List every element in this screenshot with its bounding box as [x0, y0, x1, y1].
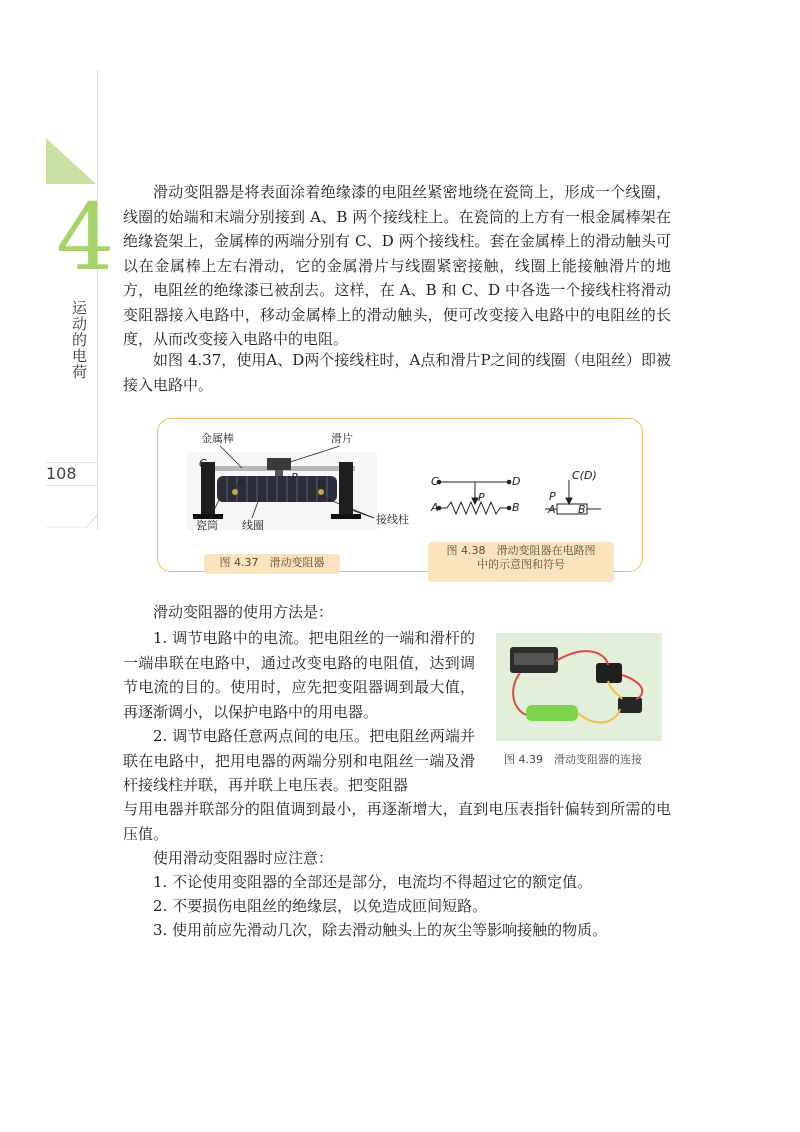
- page-number: 108: [46, 462, 98, 486]
- caption-figure-4-39: 图 4.39 滑动变阻器的连接: [504, 753, 642, 766]
- caption-figure-4-38: [428, 542, 614, 582]
- label-terminal: 接线柱: [376, 513, 409, 526]
- caption-figure-4-38-line1: 图 4.38 滑动变阻器在电路图: [446, 544, 596, 557]
- label-pin-a: A: [237, 477, 245, 490]
- symbol-label-a: A: [548, 503, 556, 516]
- rheostat-connection-photo: [496, 633, 662, 741]
- schematic-label-c: C: [431, 475, 439, 488]
- schematic-label-p: P: [478, 491, 485, 504]
- label-coil: 线圈: [242, 519, 264, 532]
- label-pin-p: P: [291, 471, 298, 484]
- notes-intro: 使用滑动变阻器时应注意：: [153, 849, 334, 867]
- chapter-corner-triangle: [46, 138, 96, 184]
- note-item-1: 1. 不论使用变阻器的全部还是部分，电流均不得超过它的额定值。: [153, 873, 593, 891]
- chapter-title: 运动的电荷: [70, 300, 88, 380]
- label-metal-rod: 金属棒: [201, 432, 234, 445]
- label-pin-c: C: [199, 457, 207, 470]
- usage-intro: 滑动变阻器的使用方法是：: [153, 603, 334, 621]
- margin-rule: [97, 70, 98, 530]
- symbol-label-p: P: [549, 490, 556, 503]
- schematic-label-b: B: [512, 501, 520, 514]
- usage-item-1: 1. 调节电路中的电流。把电阻丝的一端和滑杆的一端串联在电路中，通过改变电路的电阻值，达到调节电流的目的。使用时，应先把变阻器调到最大值，再逐渐调小，以保护电路中的用电器。: [123, 629, 475, 721]
- usage-item-2-continued: 与用电器并联部分的阻值调到最小，再逐渐增大，直到电压表指针偏转到所需的电压值。: [123, 800, 671, 843]
- symbol-label-b: B: [578, 503, 586, 516]
- caption-figure-4-38-line2: 中的示意图和符号: [477, 558, 565, 571]
- chapter-number: 4: [56, 184, 115, 291]
- schematic-label-d: D: [512, 475, 521, 488]
- symbol-label-cd: C(D): [572, 469, 597, 482]
- note-item-3: 3. 使用前应先滑动几次，除去滑动触头上的灰尘等影响接触的物质。: [153, 921, 608, 939]
- label-slider: 滑片: [331, 432, 353, 445]
- paragraph-structure: 滑动变阻器是将表面涂着绝缘漆的电阻丝紧密地绕在瓷筒上，形成一个线圈，线圈的始端和末端分别接到 A、B 两个接线柱上。在瓷筒的上方有一根金属棒架在绝缘瓷架上，金属棒的两端分别有 C、D 两个接线柱。套在金属棒上的滑动触头可以在金属棒上左右滑动，它的金属滑片与线圈紧密接触，线圈上能接触滑片的地方，电阻丝的绝缘漆已被刮去。这样，在 A、B 和 C、D 中各选一个接线柱将滑动变阻器接入电路中，移动金属棒上的滑动触头，便可改变接入电路中的电阻丝的长度，从而改变接入电路中的电阻。: [123, 183, 671, 348]
- note-item-2: 2. 不要损伤电阻丝的绝缘层，以免造成匝间短路。: [153, 897, 488, 915]
- caption-figure-4-37: 图 4.37 滑动变阻器: [204, 554, 340, 574]
- margin-notch-decoration: [46, 484, 98, 528]
- label-pin-d: D: [344, 462, 353, 475]
- paragraph-figure-ref: 如图 4.37，使用A、D两个接线柱时，A点和滑片P之间的线圈（电阻丝）即被接入电路中。: [123, 351, 671, 394]
- label-pin-b: B: [318, 479, 326, 492]
- label-ceramic-tube: 瓷筒: [196, 519, 218, 532]
- leader-lines: [190, 440, 390, 530]
- usage-item-2: 2. 调节电路任意两点间的电压。把电阻丝两端并联在电路中，把用电器的两端分别和电阻丝一端及滑杆接线柱并联，再并联上电压表。把变阻器: [123, 727, 475, 794]
- schematic-label-a: A: [431, 501, 439, 514]
